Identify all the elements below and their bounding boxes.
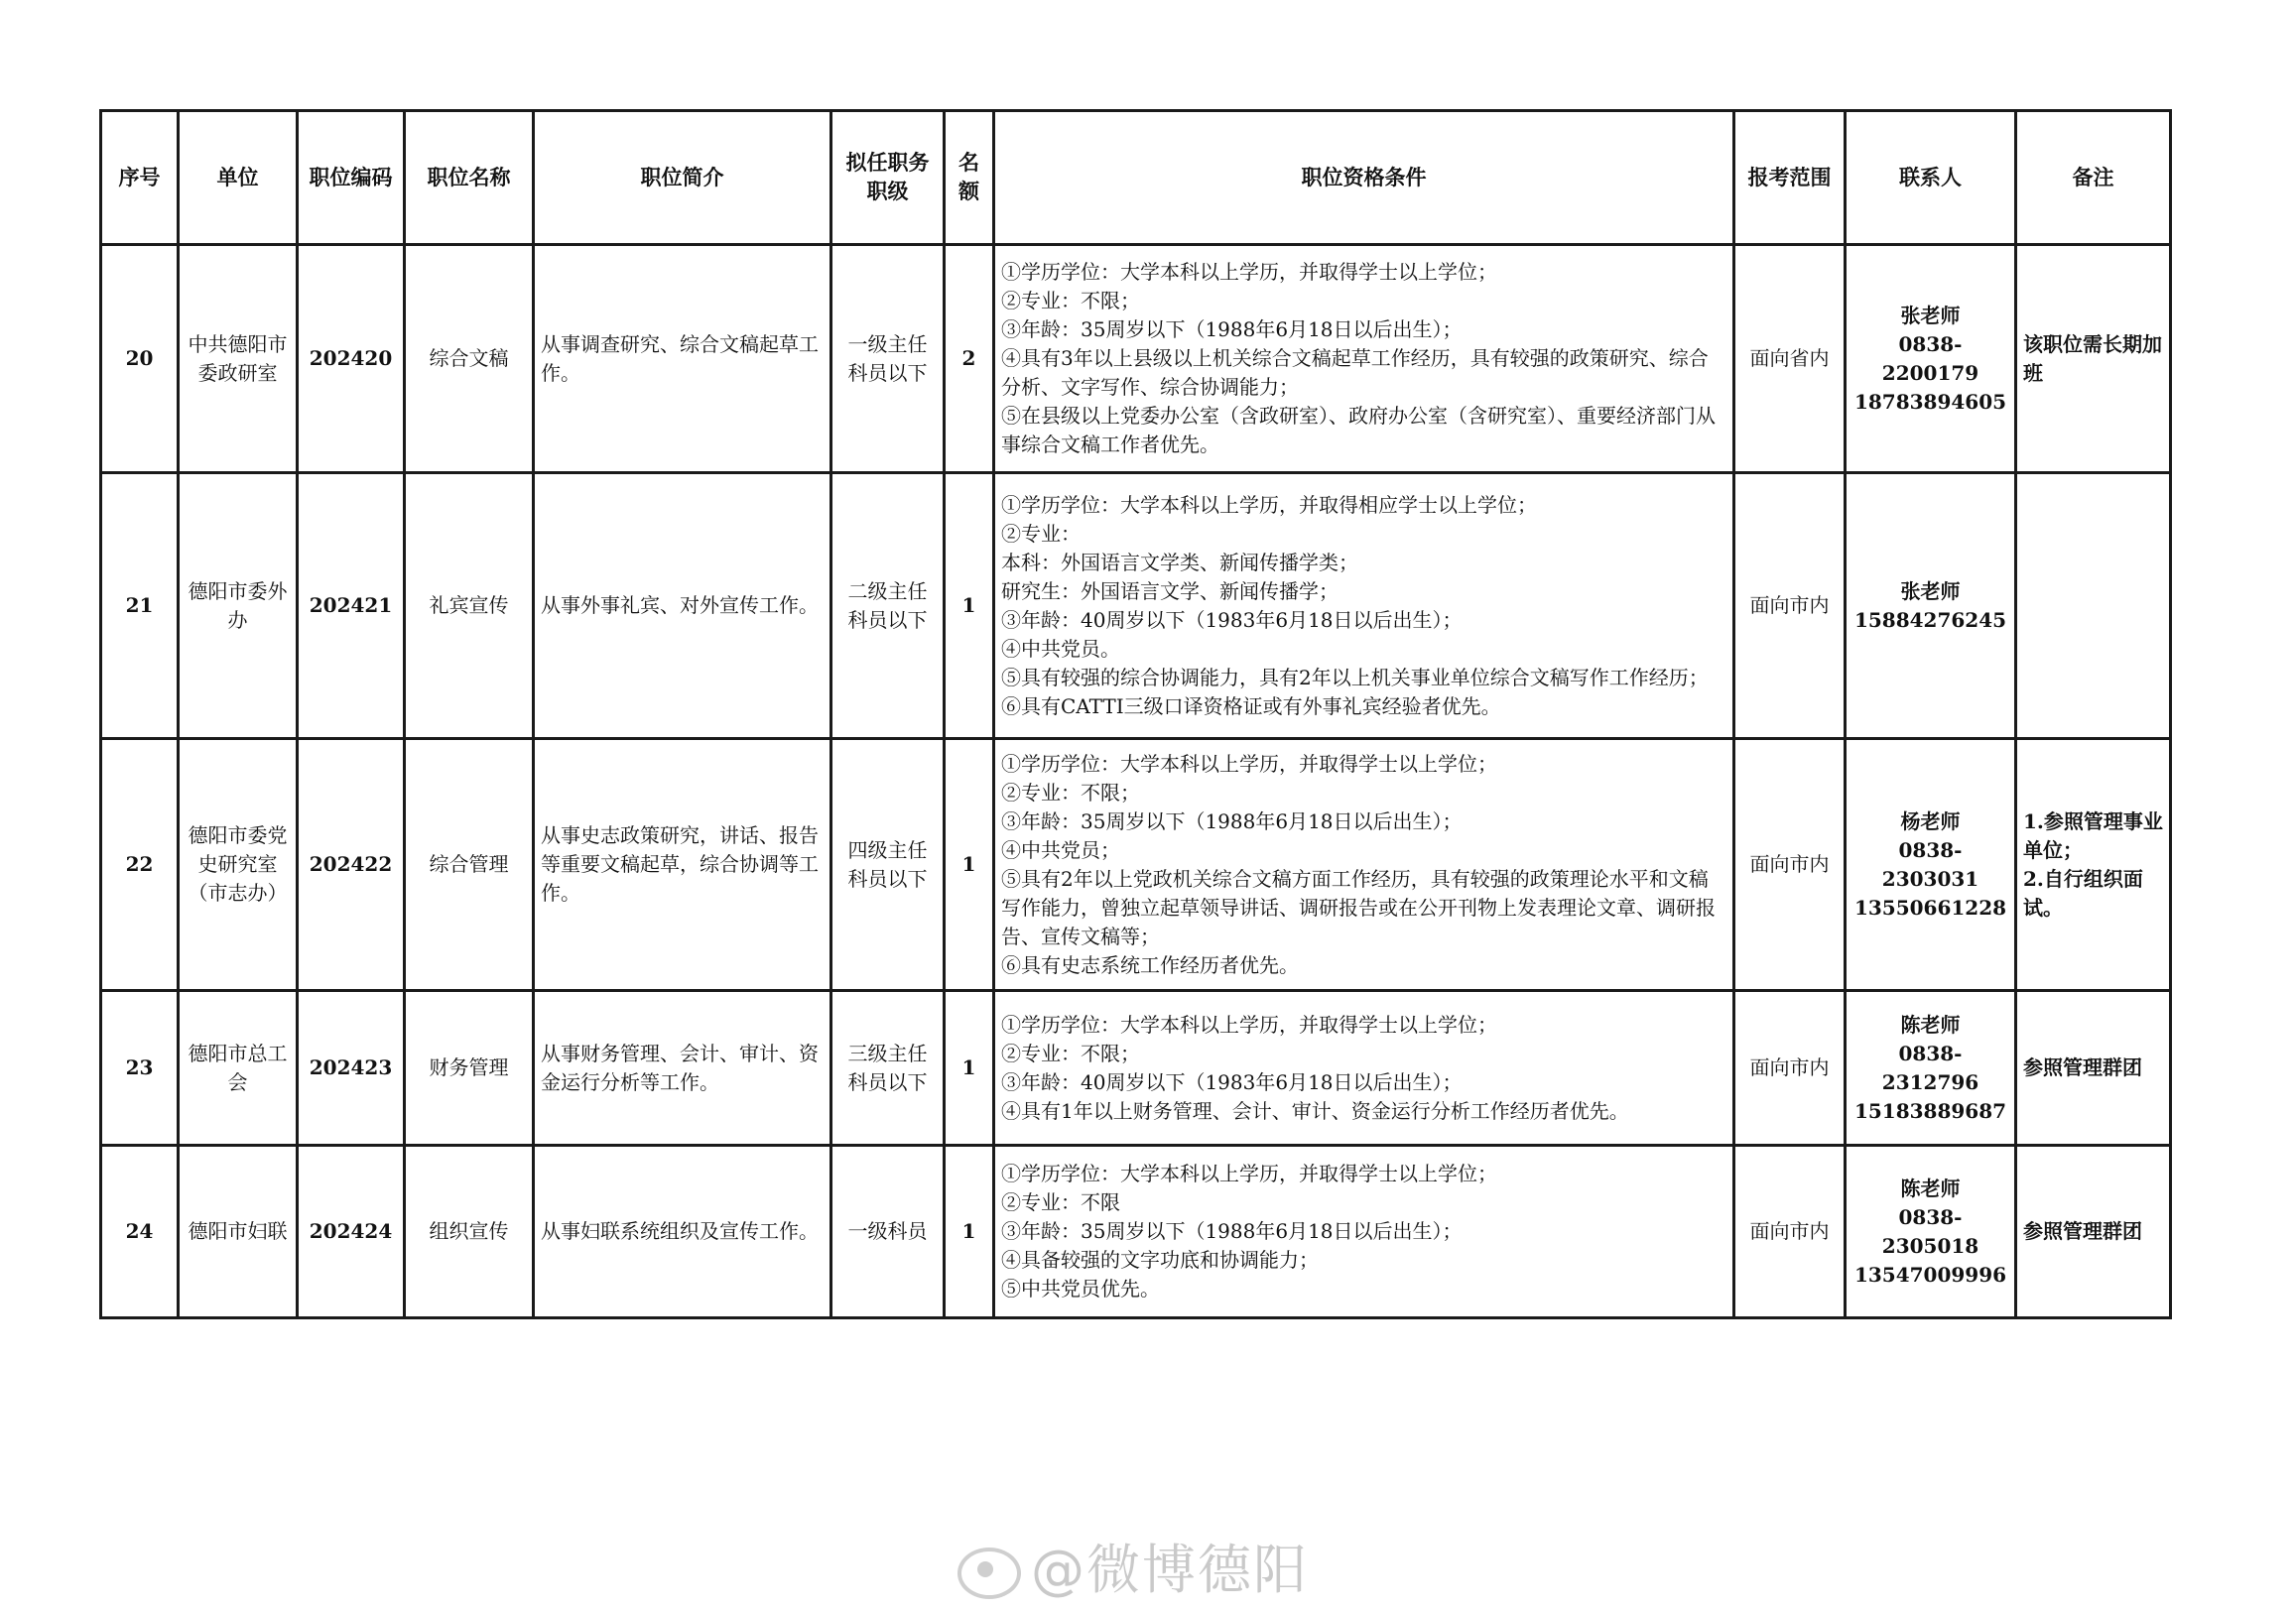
position-code-cell: 202421 [298, 473, 405, 739]
header-cell: 拟任职务职级 [831, 111, 945, 245]
scope-cell: 面向市内 [1734, 739, 1846, 991]
qualification-line: ④具备较强的文字功底和协调能力； [1001, 1248, 1319, 1272]
position-code-cell: 202423 [298, 991, 405, 1146]
header-cell: 职位资格条件 [994, 111, 1734, 245]
table-row [101, 739, 2171, 991]
note-cell: 1.参照管理事业单位； 2.自行组织面试。 [2016, 739, 2171, 991]
table-header-row [101, 111, 2171, 245]
header-cell: 序号 [101, 111, 179, 245]
row-number-cell: 21 [101, 473, 179, 739]
qualification-line: 本科：外国语言文学类、新闻传播学类； [1001, 550, 1358, 574]
qualification-line: ③年龄：35周岁以下（1988年6月18日以后出生）； [1001, 808, 1463, 833]
header-cell: 名额 [945, 111, 994, 245]
qualification-line: ④具有3年以上县级以上机关综合文稿起草工作经历，具有较强的政策研究、综合分析、文字写作、综合协调能力； [1001, 346, 1709, 399]
rank-cell: 一级科员 [831, 1146, 945, 1318]
qualification-line: ⑤具有较强的综合协调能力，具有2年以上机关事业单位综合文稿写作工作经历； [1001, 665, 1709, 689]
weibo-logo-icon [957, 1548, 1021, 1599]
position-code-cell: 202422 [298, 739, 405, 991]
position-title-cell: 综合文稿 [405, 245, 534, 473]
contact-name: 陈老师 [1900, 1176, 1961, 1200]
qualification-line: ③年龄：35周岁以下（1988年6月18日以后出生）； [1001, 1219, 1463, 1243]
contact-name: 杨老师 [1900, 808, 1961, 833]
rank-cell: 四级主任科员以下 [831, 739, 945, 991]
position-intro-cell: 从事财务管理、会计、审计、资金运行分析等工作。 [534, 991, 831, 1146]
qualification-line: ②专业：不限； [1001, 780, 1140, 805]
qualification-line: ②专业：不限； [1001, 289, 1140, 312]
contact-cell [1846, 991, 2016, 1146]
header-cell: 单位 [179, 111, 298, 245]
qualification-line: ②专业：不限； [1001, 1041, 1140, 1065]
header-cell: 报考范围 [1734, 111, 1846, 245]
qualification-line: ①学历学位：大学本科以上学历，并取得相应学士以上学位； [1001, 492, 1537, 517]
qualification-cell [994, 473, 1734, 739]
table-body [101, 245, 2171, 1318]
header-cell: 联系人 [1846, 111, 2016, 245]
contact-name: 张老师 [1900, 578, 1961, 603]
quota-cell: 1 [945, 473, 994, 739]
position-intro-cell: 从事外事礼宾、对外宣传工作。 [534, 473, 831, 739]
unit-cell: 德阳市妇联 [179, 1146, 298, 1318]
position-intro-cell: 从事妇联系统组织及宣传工作。 [534, 1146, 831, 1318]
row-number-cell: 23 [101, 991, 179, 1146]
scope-cell: 面向市内 [1734, 1146, 1846, 1318]
recruitment-table-sheet [99, 109, 2169, 1319]
contact-phone: 0838-2305018 [1881, 1204, 1979, 1258]
qualification-line: ④中共党员； [1001, 837, 1120, 862]
contact-phone: 15884276245 [1853, 607, 2007, 632]
quota-cell: 1 [945, 1146, 994, 1318]
qualification-line: ⑤具有2年以上党政机关综合文稿方面工作经历，具有较强的政策理论水平和文稿写作能力，曾独立起草领导讲话、调研报告或在公开刊物上发表理论文章、调研报告、宣传文稿等； [1001, 866, 1716, 948]
contact-name: 陈老师 [1900, 1012, 1961, 1037]
header-cell: 职位名称 [405, 111, 534, 245]
contact-cell [1846, 739, 2016, 991]
position-title-cell: 财务管理 [405, 991, 534, 1146]
qualification-line: ①学历学位：大学本科以上学历，并取得学士以上学位； [1001, 1162, 1497, 1185]
recruitment-table [99, 109, 2172, 1319]
quota-cell: 1 [945, 739, 994, 991]
table-row [101, 473, 2171, 739]
position-code-cell: 202420 [298, 245, 405, 473]
position-title-cell: 组织宣传 [405, 1146, 534, 1318]
qualification-line: ①学历学位：大学本科以上学历，并取得学士以上学位； [1001, 1012, 1497, 1037]
note-cell [2016, 473, 2171, 739]
qualification-cell [994, 245, 1734, 473]
qualification-cell [994, 1146, 1734, 1318]
qualification-line: ⑤在县级以上党委办公室（含政研室）、政府办公室（含研究室）、重要经济部门从事综合文稿工作者优先。 [1001, 404, 1716, 456]
qualification-line: ②专业：不限 [1001, 1190, 1120, 1214]
contact-phone: 0838-2312796 [1881, 1041, 1979, 1094]
contact-name: 张老师 [1900, 303, 1961, 327]
qualification-line: ①学历学位：大学本科以上学历，并取得学士以上学位； [1001, 751, 1497, 776]
qualification-line: ③年龄：35周岁以下（1988年6月18日以后出生）； [1001, 317, 1463, 341]
table-row [101, 245, 2171, 473]
position-title-cell: 综合管理 [405, 739, 534, 991]
contact-phone: 13547009996 [1853, 1262, 2007, 1287]
qualification-line: ⑥具有CATTI三级口译资格证或有外事礼宾经验者优先。 [1001, 693, 1501, 718]
header-cell: 职位简介 [534, 111, 831, 245]
qualification-cell [994, 991, 1734, 1146]
qualification-line: ⑤中共党员优先。 [1001, 1277, 1160, 1301]
qualification-line: ④中共党员。 [1001, 636, 1120, 661]
qualification-cell [994, 739, 1734, 991]
contact-cell [1846, 473, 2016, 739]
table-row [101, 991, 2171, 1146]
contact-phone: 13550661228 [1853, 895, 2007, 920]
contact-phone: 0838-2303031 [1881, 837, 1979, 891]
unit-cell: 德阳市委党史研究室（市志办） [179, 739, 298, 991]
scope-cell: 面向市内 [1734, 473, 1846, 739]
scope-cell: 面向省内 [1734, 245, 1846, 473]
row-number-cell: 22 [101, 739, 179, 991]
rank-cell: 一级主任科员以下 [831, 245, 945, 473]
unit-cell: 中共德阳市委政研室 [179, 245, 298, 473]
table-row [101, 1146, 2171, 1318]
qualification-line: ④具有1年以上财务管理、会计、审计、资金运行分析工作经历者优先。 [1001, 1098, 1629, 1123]
header-cell: 备注 [2016, 111, 2171, 245]
watermark-text: @微博德阳 [1031, 1539, 1309, 1601]
rank-cell: 二级主任科员以下 [831, 473, 945, 739]
note-cell: 该职位需长期加班 [2016, 245, 2171, 473]
scope-cell: 面向市内 [1734, 991, 1846, 1146]
position-title-cell: 礼宾宣传 [405, 473, 534, 739]
qualification-line: ②专业： [1001, 521, 1081, 546]
contact-phone: 0838-2200179 [1881, 331, 1979, 385]
qualification-line: ③年龄：40周岁以下（1983年6月18日以后出生）； [1001, 1069, 1463, 1094]
contact-phone: 18783894605 [1853, 389, 2007, 414]
weibo-watermark [957, 1528, 1309, 1604]
qualification-line: 研究生：外国语言文学、新闻传播学； [1001, 578, 1339, 603]
contact-cell [1846, 1146, 2016, 1318]
qualification-line: ①学历学位：大学本科以上学历，并取得学士以上学位； [1001, 260, 1497, 284]
row-number-cell: 20 [101, 245, 179, 473]
qualification-line: ③年龄：40周岁以下（1983年6月18日以后出生）； [1001, 607, 1463, 632]
rank-cell: 三级主任科员以下 [831, 991, 945, 1146]
quota-cell: 2 [945, 245, 994, 473]
unit-cell: 德阳市总工会 [179, 991, 298, 1146]
note-cell: 参照管理群团 [2016, 991, 2171, 1146]
row-number-cell: 24 [101, 1146, 179, 1318]
contact-phone: 15183889687 [1853, 1098, 2007, 1123]
position-intro-cell: 从事史志政策研究，讲话、报告等重要文稿起草，综合协调等工作。 [534, 739, 831, 991]
contact-cell [1846, 245, 2016, 473]
unit-cell: 德阳市委外办 [179, 473, 298, 739]
quota-cell: 1 [945, 991, 994, 1146]
position-intro-cell: 从事调查研究、综合文稿起草工作。 [534, 245, 831, 473]
header-cell: 职位编码 [298, 111, 405, 245]
note-cell: 参照管理群团 [2016, 1146, 2171, 1318]
qualification-line: ⑥具有史志系统工作经历者优先。 [1001, 952, 1299, 977]
position-code-cell: 202424 [298, 1146, 405, 1318]
